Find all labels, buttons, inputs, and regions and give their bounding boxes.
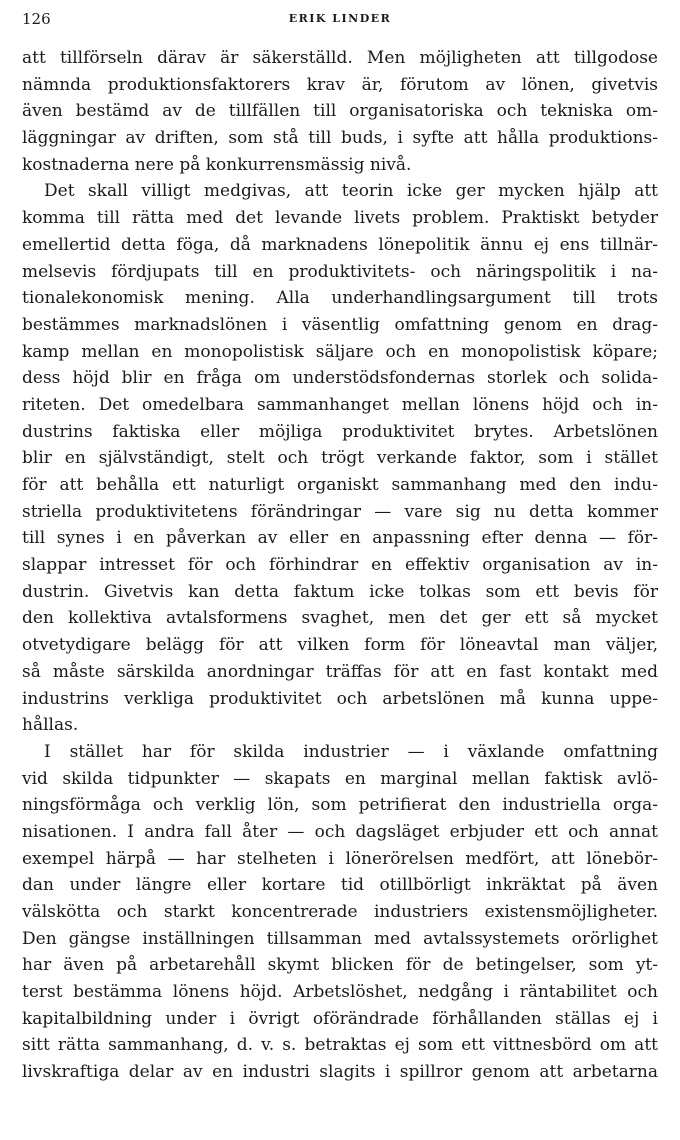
page-header — [22, 9, 658, 31]
text-line: läggningar av driften, som stå till buds, i syfte att hålla produktions- — [22, 128, 658, 149]
text-line: sitt rätta sammanhang, d. v. s. betraktas ej som ett vittnesbörd om att — [22, 1035, 658, 1056]
text-line: slappar intresset för och förhindrar en effektiv organisation av in- — [22, 555, 658, 576]
text-line: tionalekonomisk mening. Alla underhandlingsargument till trots — [22, 288, 658, 309]
text-line: så måste särskilda anordningar träffas för att en fast kontakt med — [22, 661, 658, 682]
text-line: kapitalbildning under i övrigt oförändrade förhållanden ställas ej i — [22, 1008, 658, 1029]
text-line: att tillförseln därav är säkerställd. Men möjligheten att tillgodose — [22, 48, 658, 68]
text-line: för att behålla ett naturligt organiskt sammanhang med den indu- — [22, 475, 658, 495]
text-line: nämnda produktionsfaktorers krav är, förutom av lönen, givetvis — [22, 74, 658, 95]
text-line: melsevis fördjupats till en produktivitets- och näringspolitik i na- — [22, 261, 658, 282]
body-text — [22, 45, 658, 1086]
text-line: nisationen. I andra fall åter — och dagsläget erbjuder ett och annat — [22, 821, 658, 842]
text-line: även bestämd av de tillfällen till organisatoriska och tekniska om- — [22, 101, 658, 122]
text-line: dustrin. Givetvis kan detta faktum icke tolkas som ett bevis för — [22, 581, 658, 602]
page-number: 126 — [22, 10, 51, 28]
text-line: terst bestämma lönens höjd. Arbetslöshet, nedgång i räntabilitet och — [22, 982, 658, 1003]
text-line: välskötta och starkt koncentrerade industriers existensmöjligheter. — [22, 902, 658, 922]
text-line: riteten. Det omedelbara sammanhanget mellan lönens höjd och in- — [22, 394, 658, 415]
text-line: industrins verkliga produktivitet och arbetslönen må kunna uppe- — [22, 688, 658, 709]
text-line: I stället har för skilda industrier — i växlande omfattning — [44, 741, 658, 762]
text-line: ningsförmåga och verklig lön, som petrifierat den industriella orga- — [22, 795, 658, 816]
text-line: otvetydigare belägg för att vilken form för löneavtal man väljer, — [22, 635, 658, 656]
text-line: dan under längre eller kortare tid otillbörligt inkräktat på även — [22, 875, 658, 896]
text-line: emellertid detta föga, då marknadens lönepolitik ännu ej ens tillnär- — [22, 234, 658, 255]
text-line: kostnaderna nere på konkurrensmässig nivå. — [22, 154, 412, 175]
text-line: exempel härpå — har stelheten i lönerörelsen medfört, att lönebör- — [22, 848, 658, 869]
text-line: bestämmes marknadslönen i väsentlig omfattning genom en drag- — [22, 314, 658, 335]
text-line: Den gängse inställningen tillsamman med avtalssystemets orörlighet — [22, 928, 658, 949]
text-line: dustrins faktiska eller möjliga produktivitet brytes. Arbetslönen — [22, 421, 658, 442]
text-line: komma till rätta med det levande livets problem. Praktiskt betyder — [22, 208, 658, 229]
text-line: striella produktivitetens förändringar — vare sig nu detta kommer — [22, 501, 658, 522]
running-head: ERIK LINDER — [288, 12, 392, 25]
text-line: den kollektiva avtalsformens svaghet, men det ger ett så mycket — [22, 608, 658, 629]
text-line: blir en självständigt, stelt och trögt verkande faktor, som i stället — [22, 448, 658, 469]
text-line: vid skilda tidpunkter — skapats en marginal mellan faktisk avlö- — [22, 768, 658, 789]
text-line: dess höjd blir en fråga om understödsfondernas storlek och solida- — [22, 368, 658, 389]
text-line: kamp mellan en monopolistisk säljare och en monopolistisk köpare; — [22, 341, 658, 362]
text-line: till synes i en påverkan av eller en anpassning efter denna — för- — [22, 528, 658, 549]
text-line: Det skall villigt medgivas, att teorin icke ger mycken hjälp att — [44, 181, 658, 202]
text-line: har även på arbetarehåll skymt blicken för de betingelser, som yt- — [22, 955, 658, 976]
text-line: hållas. — [22, 715, 79, 736]
text-line: livskraftiga delar av en industri slagits i spillror genom att arbetarna — [22, 1062, 658, 1083]
